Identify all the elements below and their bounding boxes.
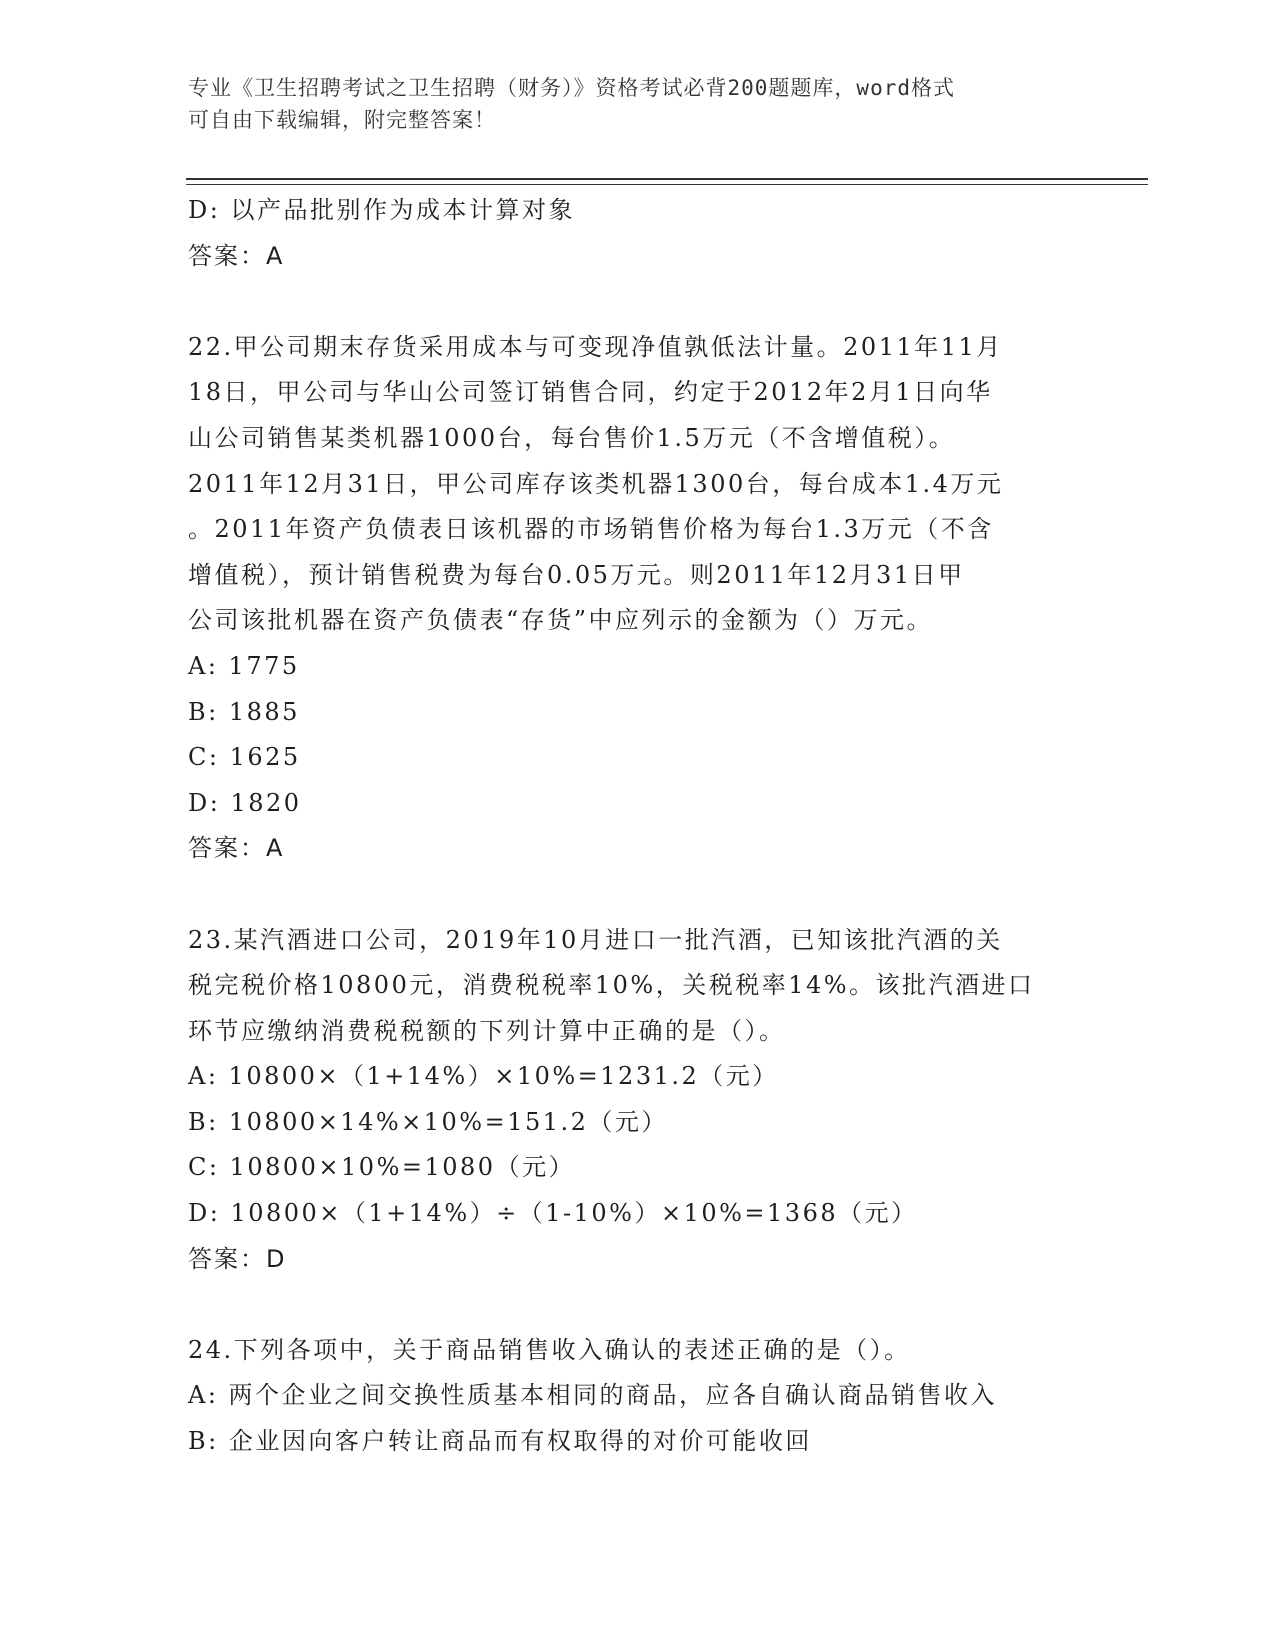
- question-text-line: 2011年12月31日，甲公司库存该类机器1300台，每台成本1.4万元: [188, 469, 1004, 498]
- question-text-line: 24.下列各项中，关于商品销售收入确认的表述正确的是（）。: [188, 1335, 911, 1364]
- option-a: A: 两个企业之间交换性质基本相同的商品，应各自确认商品销售收入: [188, 1381, 998, 1410]
- question-text-line: 公司该批机器在资产负债表“存货”中应列示的金额为（）万元。: [188, 606, 934, 635]
- question-text-line: 。2011年资产负债表日该机器的市场销售价格为每台1.3万元（不含: [188, 515, 994, 544]
- question-text-line: 22.甲公司期末存货采用成本与可变现净值孰低法计量。2011年11月: [188, 332, 1003, 361]
- header-divider-thick: [186, 178, 1148, 180]
- question-text-line: 增值税），预计销售税费为每台0.05万元。则2011年12月31日甲: [188, 560, 965, 589]
- header-title-line-2: 可自由下载编辑，附完整答案！: [188, 108, 496, 132]
- option-b: B: 企业因向客户转让商品而有权取得的对价可能收回: [188, 1427, 812, 1456]
- option-b: B: 1885: [188, 697, 300, 726]
- option-d: D: 1820: [188, 788, 302, 817]
- option-b: B: 10800×14%×10%=151.2（元）: [188, 1107, 668, 1136]
- question-21-tail: [188, 188, 1088, 279]
- option-a: A: 1775: [188, 651, 300, 680]
- document-body: [188, 188, 1088, 1465]
- answer-line: 答案：A: [188, 241, 285, 270]
- question-text-line: 税完税价格10800元，消费税税率10%，关税税率14%。该批汽酒进口: [188, 971, 1035, 1000]
- document-header: [188, 72, 1088, 136]
- header-divider-thin: [186, 184, 1148, 185]
- question-24: [188, 1328, 1088, 1465]
- answer-line: 答案：A: [188, 834, 285, 863]
- spacer: [188, 279, 1088, 325]
- spacer: [188, 1282, 1088, 1328]
- question-text-line: 山公司销售某类机器1000台，每台售价1.5万元（不含增值税）。: [188, 423, 956, 452]
- question-22: [188, 325, 1088, 872]
- question-23: [188, 918, 1088, 1283]
- spacer: [188, 872, 1088, 918]
- option-c: C: 1625: [188, 743, 301, 772]
- question-text-line: 环节应缴纳消费税税额的下列计算中正确的是（）。: [188, 1016, 786, 1045]
- answer-line: 答案：D: [188, 1244, 287, 1273]
- option-d: D: 10800×（1+14%）÷（1-10%）×10%=1368（元）: [188, 1199, 918, 1228]
- option-a: A: 10800×（1+14%）×10%=1231.2（元）: [188, 1062, 779, 1091]
- question-text-line: 18日，甲公司与华山公司签订销售合同，约定于2012年2月1日向华: [188, 378, 993, 407]
- header-title-line-1: 专业《卫生招聘考试之卫生招聘（财务）》资格考试必背200题题库，word格式: [188, 76, 955, 100]
- question-text-line: 23.某汽酒进口公司，2019年10月进口一批汽酒，已知该批汽酒的关: [188, 925, 1003, 954]
- option-c: C: 10800×10%=1080（元）: [188, 1153, 576, 1182]
- option-d: D: 以产品批别作为成本计算对象: [188, 196, 575, 224]
